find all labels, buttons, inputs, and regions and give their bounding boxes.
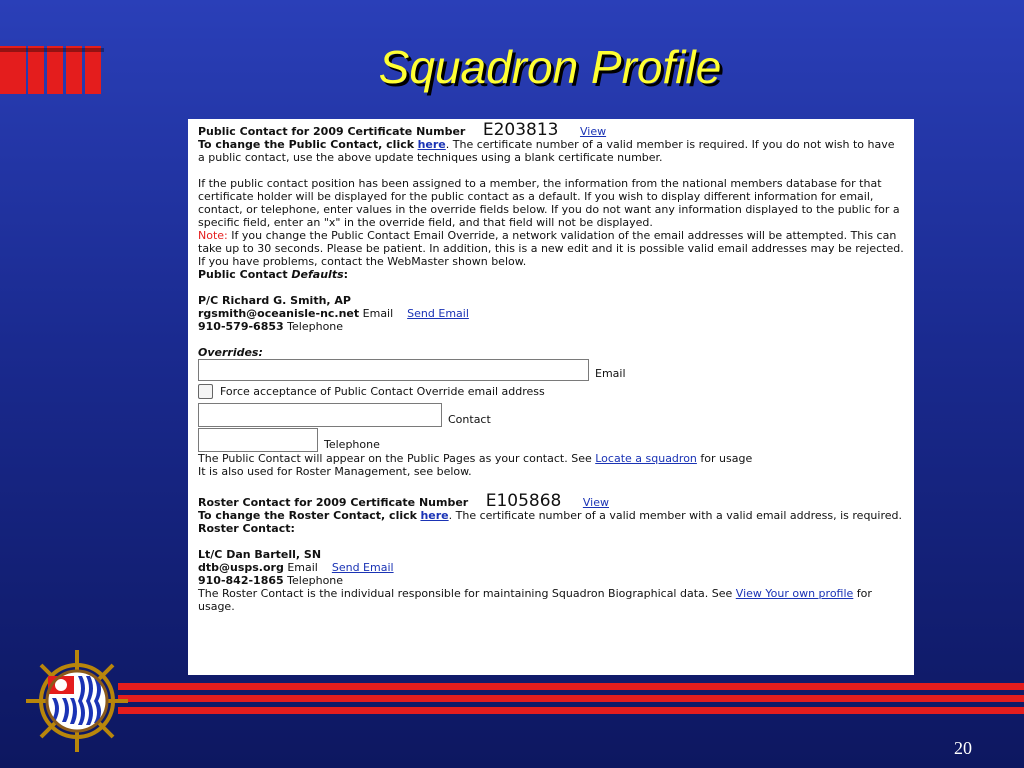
resp-prefix: The Roster Contact is the individual responsible for maintaining Squadron Biographical data. See [198,587,736,600]
default-email-row [198,307,904,320]
email-override-label: Email [595,367,626,380]
public-defaults-label: Public Contact Defaults: [198,268,349,281]
public-appear-text [198,452,904,465]
page-number: 20 [954,738,972,758]
email-override-row [198,359,904,381]
default-phone-row [198,320,904,333]
default-email: rgsmith@oceanisle-nc.net [198,307,360,320]
roster-usage-text: It is also used for Roster Management, see below. [198,465,472,478]
roster-cert-number: E105868 [485,491,562,511]
public-change-prefix: To change the Public Contact, click [198,138,415,151]
force-acceptance-checkbox[interactable] [198,384,213,399]
appear-suffix: for usage [696,452,753,465]
roster-heading-text: Roster Contact for 2009 Certificate Number [198,496,469,509]
appear-prefix: The Public Contact will appear on the Public Pages as your contact. See [198,452,596,465]
ships-wheel-emblem-icon [22,646,132,756]
public-heading-text: Public Contact for 2009 Certificate Number [198,125,466,138]
contact-override-row [198,403,904,427]
public-contact-heading [198,120,904,140]
roster-phone-word: Telephone [283,574,344,587]
roster-contact-label: Roster Contact: [198,522,295,535]
locate-squadron-link[interactable]: Locate a squadron [595,452,697,465]
roster-phone: 910-842-1865 [198,574,284,587]
force-acceptance-row [198,384,904,399]
roster-email: dtb@usps.org [198,561,284,574]
phone-override-row [198,428,904,452]
public-change-rest: . The certificate number of a valid member is required. If you do not wish to have a public contact, use the above update techniques using a blank certificate number. [198,138,895,164]
default-contact-name: P/C Richard G. Smith, AP [198,294,351,307]
roster-email-row [198,561,904,574]
view-profile-link[interactable]: View Your own profile [735,587,854,600]
phone-override-label: Telephone [324,438,380,451]
overrides-label: Overrides: [198,346,263,359]
note-label: Note: [198,229,228,242]
profile-panel [188,119,914,675]
email-override-input[interactable] [198,359,589,381]
default-phone: 910-579-6853 [198,320,284,333]
roster-change-rest: . The certificate number of a valid member with a valid email address, is required. [448,509,902,522]
contact-override-input[interactable] [198,403,442,427]
slide-title: Squadron Profile [378,41,722,93]
note-text: If you change the Public Contact Email Override, a network validation of the email addresses will be attempted. This can take up to 30 seconds. Please be patient. In addition, this is a new edit and it is possible valid email addresses may be rejected. If you have problems, contact the WebMaster shown below. [198,229,904,268]
public-info-paragraph: If the public contact position has been assigned to a member, the information from the national members database for that certificate holder will be displayed for the public contact as a default. If you wish to display different information for email, contact, or telephone, enter values in the override fields below. If you do not want any information displayed to the public for a specific field, enter an "x" in the override field, and that field will not be displayed. [198,177,900,229]
public-send-email-link[interactable]: Send Email [407,307,469,320]
force-acceptance-label: Force acceptance of Public Contact Override email address [220,385,545,398]
public-cert-number: E203813 [482,120,559,140]
public-change-text [198,138,904,164]
roster-responsibility-text [198,587,904,613]
phone-override-input[interactable] [198,428,318,452]
contact-override-label: Contact [448,413,491,426]
resp-suffix: for usage. [198,587,872,613]
roster-phone-row [198,574,904,587]
roster-view-link[interactable]: View [582,496,609,509]
roster-change-text [198,509,904,522]
bottom-stripes [118,681,1024,721]
roster-contact-name: Lt/C Dan Bartell, SN [198,548,322,561]
public-here-link[interactable]: here [417,138,446,151]
roster-change-prefix: To change the Roster Contact, click [198,509,417,522]
email-word: Email [359,307,394,320]
roster-contact-heading [198,491,904,511]
public-view-link[interactable]: View [579,125,607,138]
roster-send-email-link[interactable]: Send Email [331,561,394,574]
phone-word: Telephone [283,320,344,333]
roster-here-link[interactable]: here [420,509,449,522]
public-note [198,229,904,268]
roster-email-word: Email [283,561,318,574]
